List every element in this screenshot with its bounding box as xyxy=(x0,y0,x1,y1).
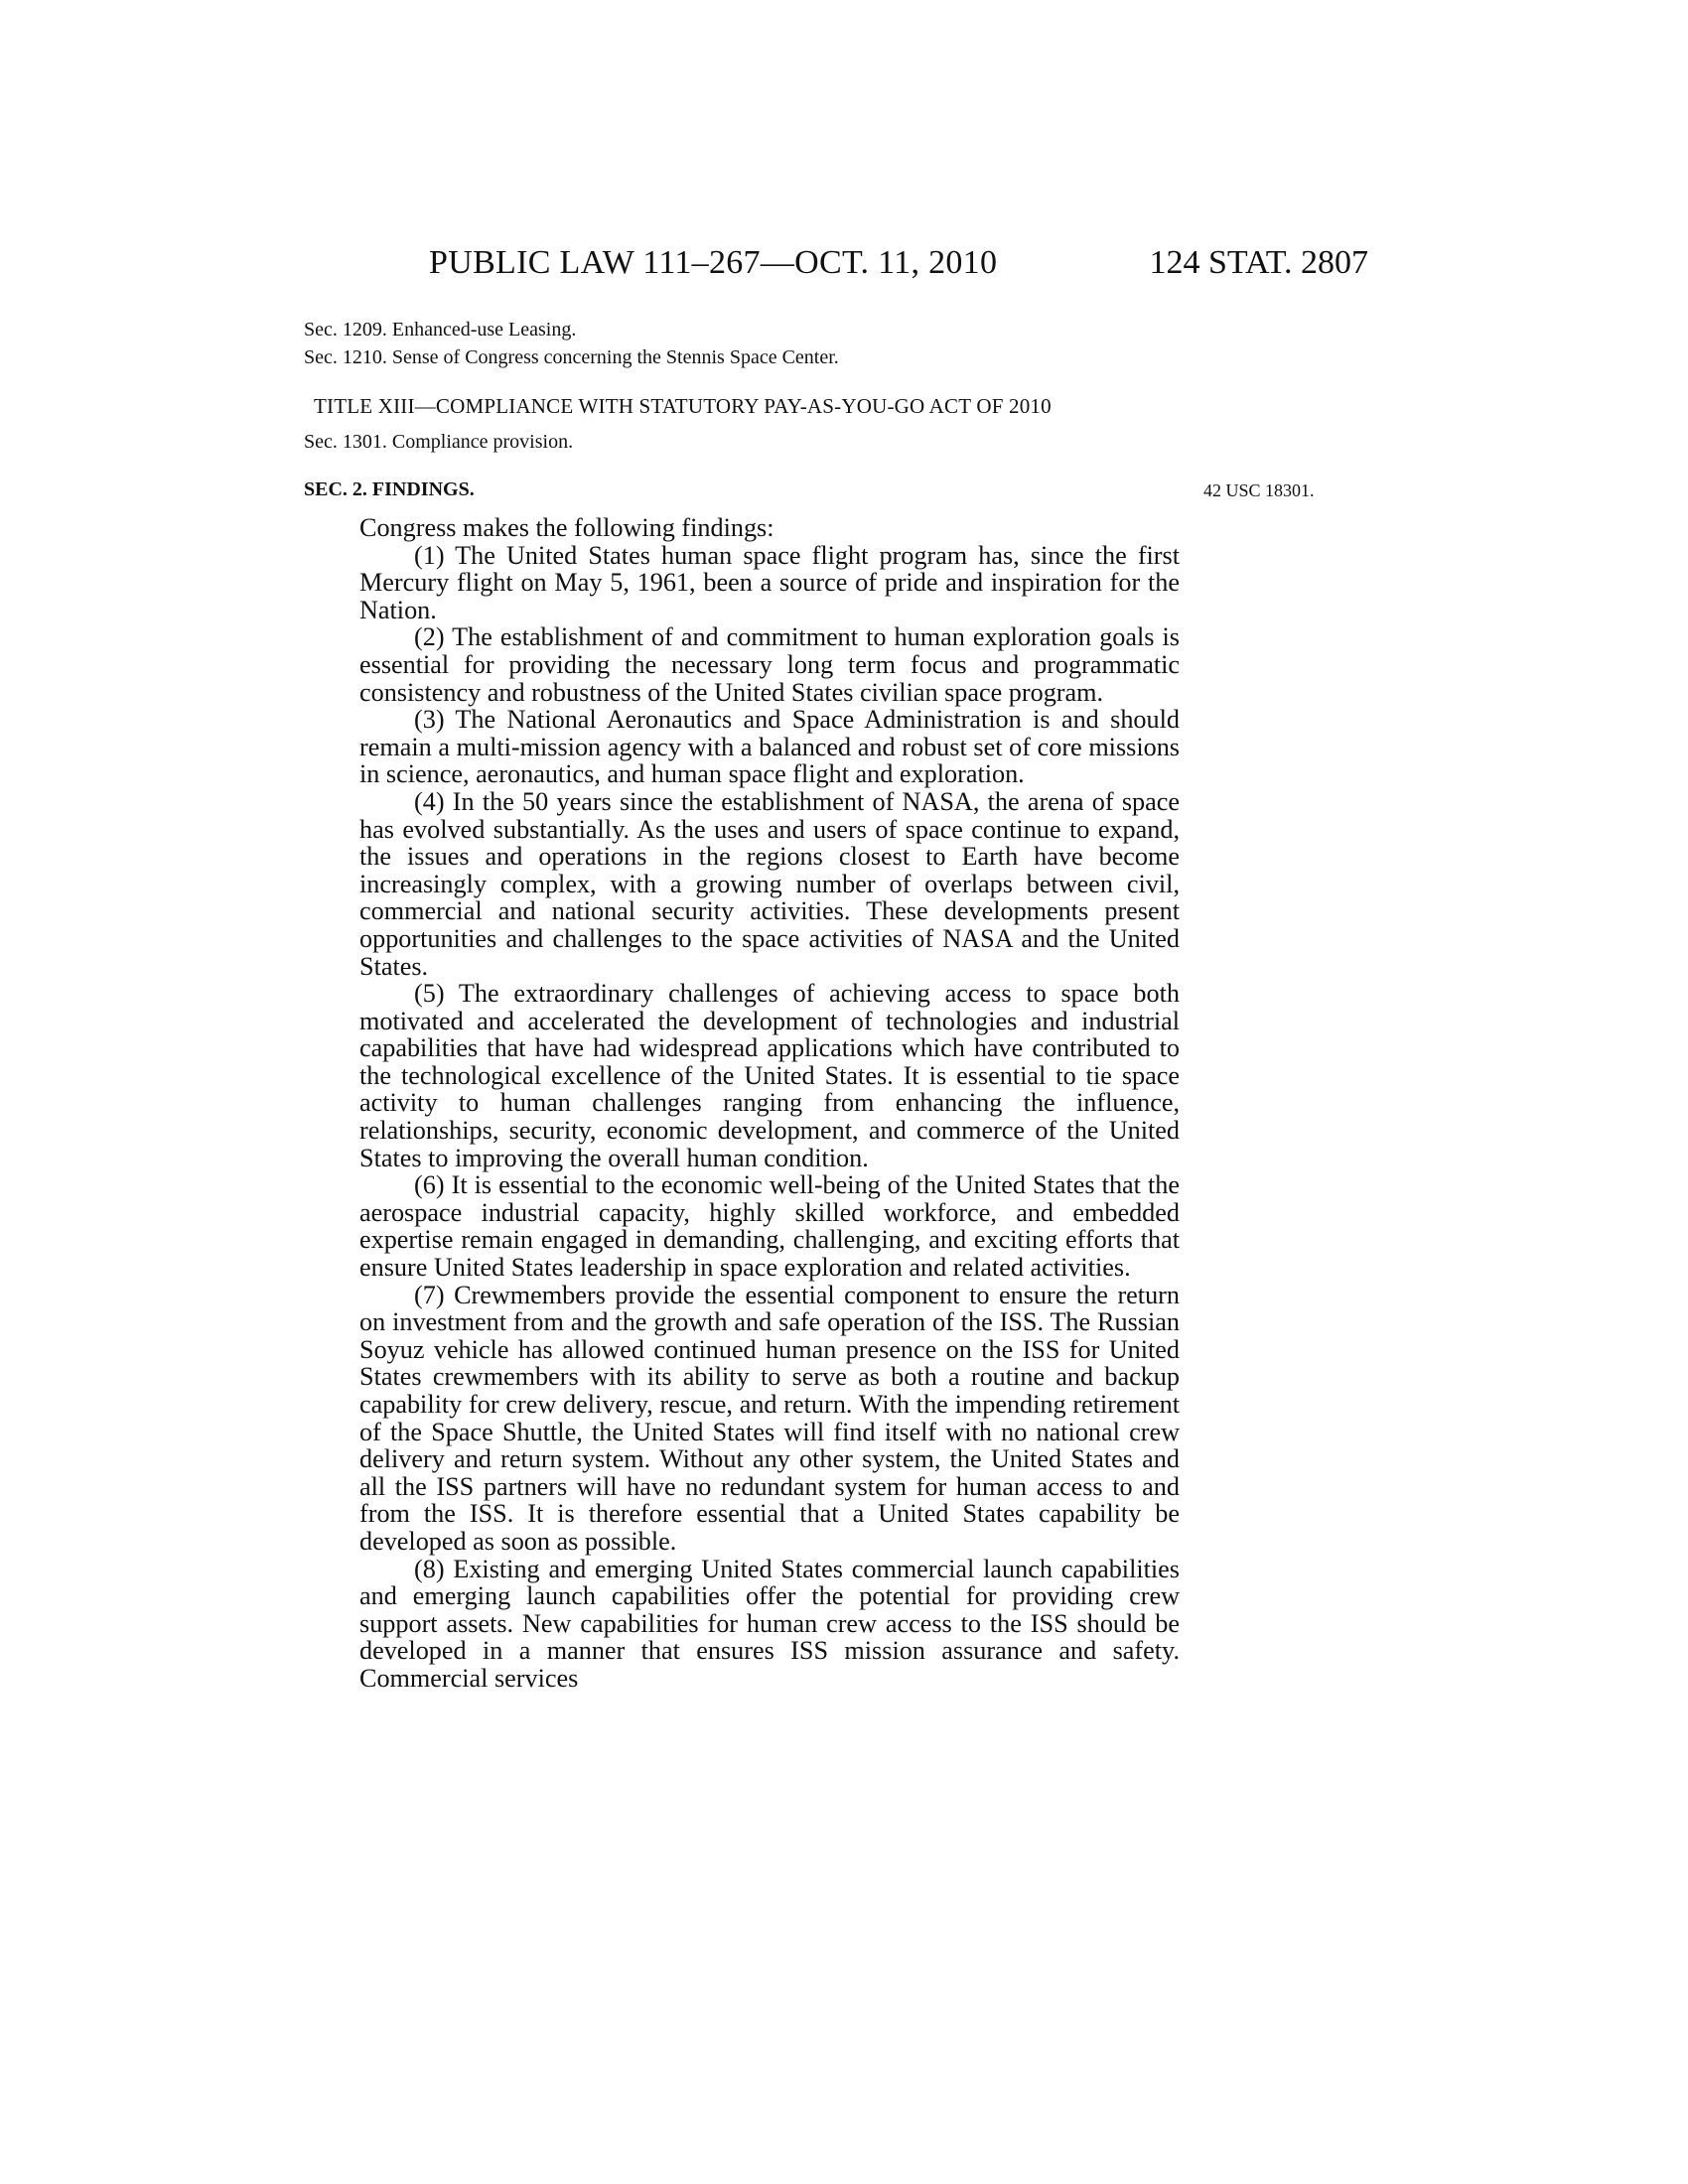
toc-entry: Sec. 1209. Enhanced-use Leasing. xyxy=(304,319,577,341)
finding-paragraph: (2) The establishment of and commitment to human exploration goals is essential for providing the necessary long term focus and programmatic consistency and robustness of the United States civilian space program. xyxy=(359,622,1180,707)
running-head: PUBLIC LAW 111–267—OCT. 11, 2010 xyxy=(429,244,998,281)
margin-note-usc: 42 USC 18301. xyxy=(1203,480,1315,500)
finding-paragraph: (8) Existing and emerging United States commercial launch capabilities and emerging launch capabilities offer the potential for providing crew support assets. New capabilities for human crew access to the ISS should be developed in a manner that ensures ISS mission assurance and safety. Commercial services xyxy=(359,1554,1180,1693)
findings-body xyxy=(359,514,1180,1693)
section-heading: SEC. 2. FINDINGS. xyxy=(304,478,475,500)
finding-paragraph: (1) The United States human space flight program has, since the first Mercury flight on May 5, 1961, been a source of pride and inspiration for the Nation. xyxy=(359,540,1180,624)
toc-title-xiii: TITLE XIII—COMPLIANCE WITH STATUTORY PAY-AS-YOU-GO ACT OF 2010 xyxy=(314,394,1052,418)
finding-paragraph: (5) The extraordinary challenges of achieving access to space both motivated and accelerated the development of technologies and industrial capabilities that have had widespread applications which have contributed to the technological excellence of the United States. It is essential to tie space activity to human challenges ranging from enhancing the influence, relationships, security, economic development, and commerce of the United States to improving the overall human condition. xyxy=(359,979,1180,1172)
toc-entry: Sec. 1210. Sense of Congress concerning the Stennis Space Center. xyxy=(304,346,839,368)
finding-paragraph: (7) Crewmembers provide the essential component to ensure the return on investment from and the growth and safe operation of the ISS. The Russian Soyuz vehicle has allowed continued human presence on the ISS for United States crewmembers with its ability to serve as both a routine and backup capability for crew delivery, rescue, and return. With the impending retirement of the Space Shuttle, the United States will find itself with no national crew delivery and return system. Without any other system, the United States and all the ISS partners will have no redundant system for human access to and from the ISS. It is therefore essential that a United States capability be developed as soon as possible. xyxy=(359,1280,1180,1556)
findings-intro: Congress makes the following findings: xyxy=(359,513,774,542)
statute-page-reference: 124 STAT. 2807 xyxy=(1149,244,1368,281)
toc-entry: Sec. 1301. Compliance provision. xyxy=(304,431,574,453)
finding-paragraph: (6) It is essential to the economic well-being of the United States that the aerospace industrial capacity, highly skilled workforce, and embedded expertise remain engaged in demanding, challenging, and exciting efforts that ensure United States leadership in space exploration and related activities. xyxy=(359,1170,1180,1283)
finding-paragraph: (4) In the 50 years since the establishment of NASA, the arena of space has evolved substantially. As the uses and users of space continue to expand, the issues and operations in the regions closest to Earth have become increasingly complex, with a growing number of overlaps between civil, commercial and national security activities. These developments present opportunities and challenges to the space activities of NASA and the United States. xyxy=(359,786,1180,981)
finding-paragraph: (3) The National Aeronautics and Space Administration is and should remain a multi-mission agency with a balanced and robust set of core missions in science, aeronautics, and human space flight and exploration. xyxy=(359,705,1180,789)
